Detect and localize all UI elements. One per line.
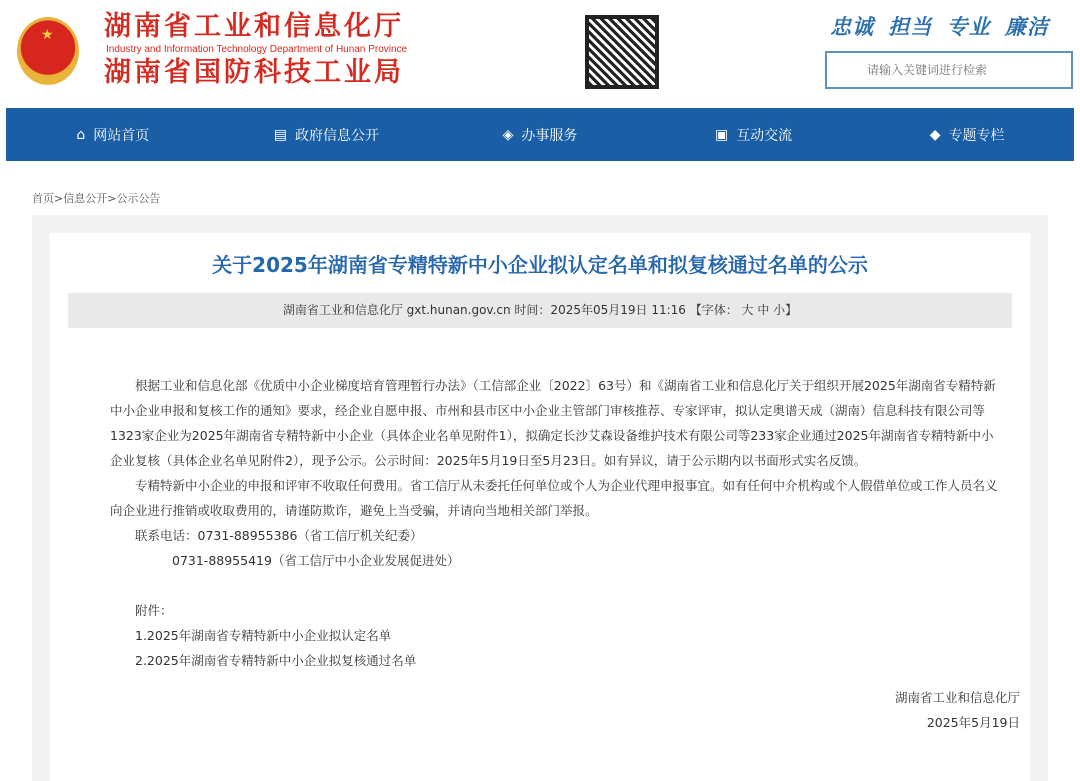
slogan: 忠诚 担当 专业 廉洁: [830, 15, 1049, 39]
article-meta: 湖南省工业和信息化厅 gxt.hunan.gov.cn 时间：2025年05月19日 11:16 【字体： 大 中 小】: [68, 293, 1012, 328]
site-header: [0, 0, 1080, 105]
nav-interaction[interactable]: ▣ 互动交流: [714, 126, 793, 144]
layers-icon: ◆: [929, 126, 941, 143]
attachment-label: 附件：: [135, 603, 173, 618]
signature: [110, 685, 1020, 735]
contact-line: 0731-88955419（省工信厅中小企业发展促进处）: [172, 553, 460, 568]
paragraph: 根据工业和信息化部《优质中小企业梯度培育管理暂行办法》（工信部企业〔2022〕63号）和《湖南省工业和信息化厅关于组织开展2025年湖南省专精特新中小企业申报和复核工作的通知》要求，经企业自愿申报、市州和县市区中小企业主管部门审核推荐、专家评审，拟认定奥谱天成（湖南）信息科技有限公司等1323家企业为2025年湖南省专精特新中小企业（具体企业名单见附件1），拟确定长沙艾森设备维护技术有限公司等233家企业通过2025年湖南省专精特新中小企业复核（具体企业名单见附件2），现予公示。公示时间：2025年5月19日至5月23日。如有异议，请于公示期内以书面形式实名反馈。: [110, 378, 996, 468]
chat-icon: ▣: [714, 126, 729, 143]
attachment-link[interactable]: 1.2025年湖南省专精特新中小企业拟认定名单: [135, 628, 392, 643]
sign-date: 2025年5月19日: [926, 715, 1020, 730]
nav-gov-info[interactable]: ▤ 政府信息公开: [273, 126, 379, 144]
national-emblem-logo: ★: [17, 17, 79, 85]
article-panel: [50, 233, 1030, 781]
search-input[interactable]: [825, 51, 1073, 89]
qr-code: [585, 15, 659, 89]
service-icon: ◈: [502, 126, 514, 143]
nav-services[interactable]: ◈ 办事服务: [502, 126, 578, 144]
nav-topics[interactable]: ◆ 专题专栏: [929, 126, 1005, 144]
article-title: 关于2025年湖南省专精特新中小企业拟认定名单和拟复核通过名单的公示: [212, 253, 868, 277]
attachment-link[interactable]: 2.2025年湖南省专精特新中小企业拟复核通过名单: [135, 653, 417, 668]
site-title: 湖南省工业和信息化厅: [104, 11, 404, 42]
breadcrumb[interactable]: 首页>信息公开>公示公告: [32, 192, 161, 205]
home-icon: ⌂: [76, 126, 86, 143]
signer: 湖南省工业和信息化厅: [894, 690, 1020, 705]
document-icon: ▤: [273, 126, 287, 143]
article-body: [110, 373, 1000, 673]
article-content: [110, 373, 1020, 735]
paragraph: 专精特新中小企业的申报和评审不收取任何费用。省工信厅从未委托任何单位或个人为企业代理申报事宜。如有任何中介机构或个人假借单位或工作人员名义向企业进行推销或收取费用的，请谨防欺诈，避免上当受骗，并请向当地相关部门举报。: [110, 478, 998, 518]
main-nav: [6, 108, 1074, 161]
site-title-en: Industry and Information Technology Department of Hunan Province: [106, 44, 408, 55]
site-subtitle: 湖南省国防科技工业局: [104, 57, 404, 88]
contact-line: 联系电话：0731-88955386（省工信厅机关纪委）: [135, 528, 423, 543]
nav-home[interactable]: ⌂ 网站首页: [76, 126, 150, 144]
